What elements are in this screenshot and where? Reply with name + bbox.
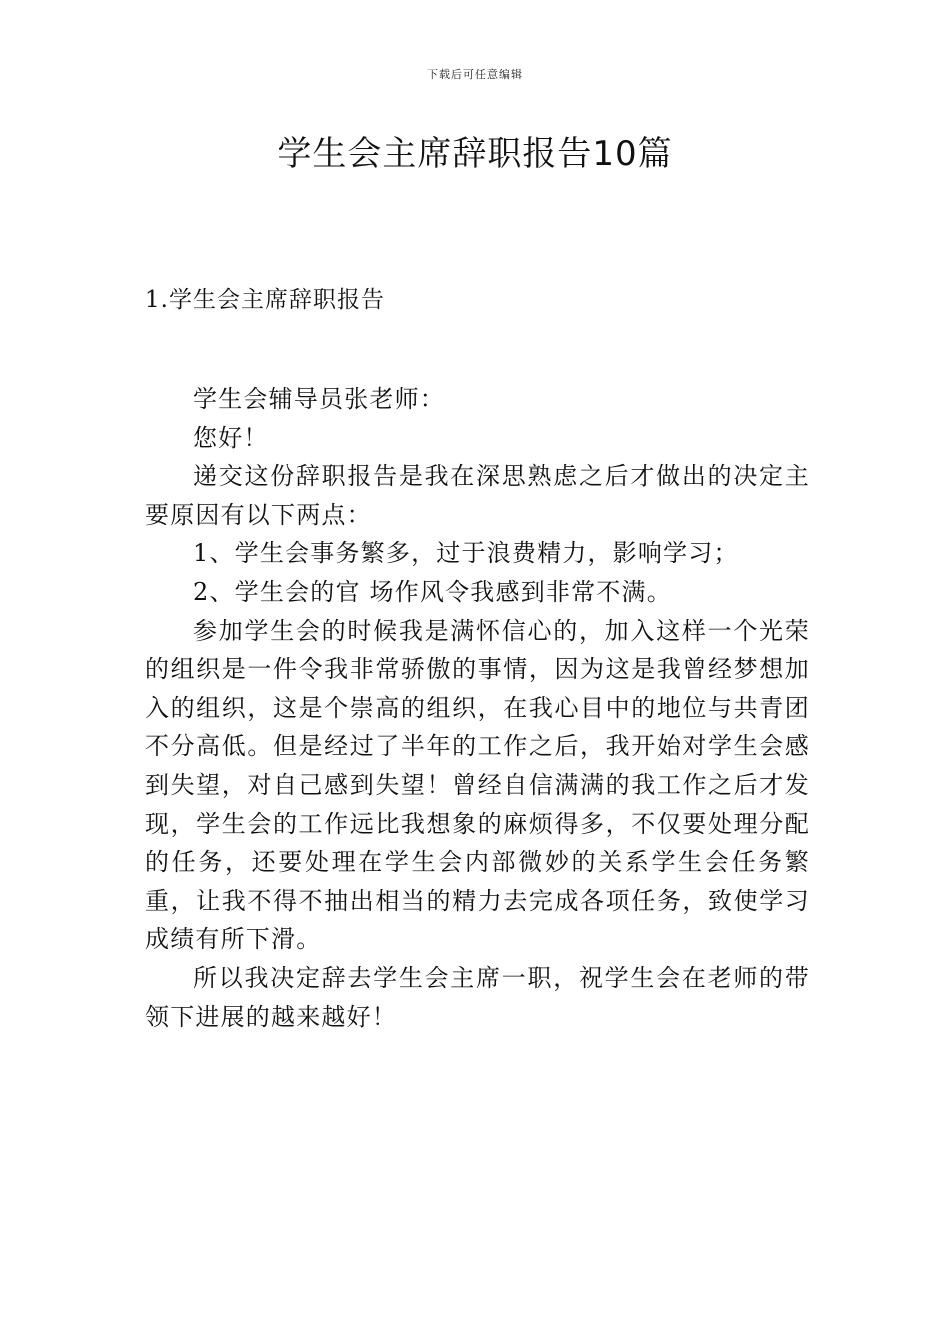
body-paragraph-intro: 递交这份辞职报告是我在深思熟虑之后才做出的决定主要原因有以下两点： <box>145 462 810 529</box>
reason-item-1: 1、学生会事务繁多，过于浪费精力，影响学习； <box>193 539 739 568</box>
header-note: 下载后可任意编辑 <box>427 68 523 81</box>
body-paragraph-closing: 所以我决定辞去学生会主席一职，祝学生会在老师的带领下进展的越来越好！ <box>145 963 810 1031</box>
body-paragraph-main: 参加学生会的时候我是满怀信心的，加入这样一个光荣的组织是一件令我非常骄傲的事情，因为这是我曾经梦想加入的组织，这是个崇高的组织，在我心目中的地位与共青团不分高低。但是经过了半年的工作之后，我开始对学生会感到失望，对自己感到失望！曾经自信满满的我工作之后才发现，学生会的工作远比我想象的麻烦得多，不仅要处理分配的任务，还要处理在学生会内部微妙的关系学生会任务繁重，让我不得不抽出相当的精力去完成各项任务，致使学习成绩有所下滑。 <box>145 616 810 954</box>
document-title: 学生会主席辞职报告10篇 <box>277 134 673 174</box>
salutation: 学生会辅导员张老师： <box>193 385 445 413</box>
letter-body <box>145 380 810 1036</box>
greeting: 您好！ <box>193 423 269 452</box>
reason-item-2: 2、学生会的官 场作风令我感到非常不满。 <box>193 577 672 606</box>
section-heading: 1.学生会主席辞职报告 <box>145 287 385 313</box>
